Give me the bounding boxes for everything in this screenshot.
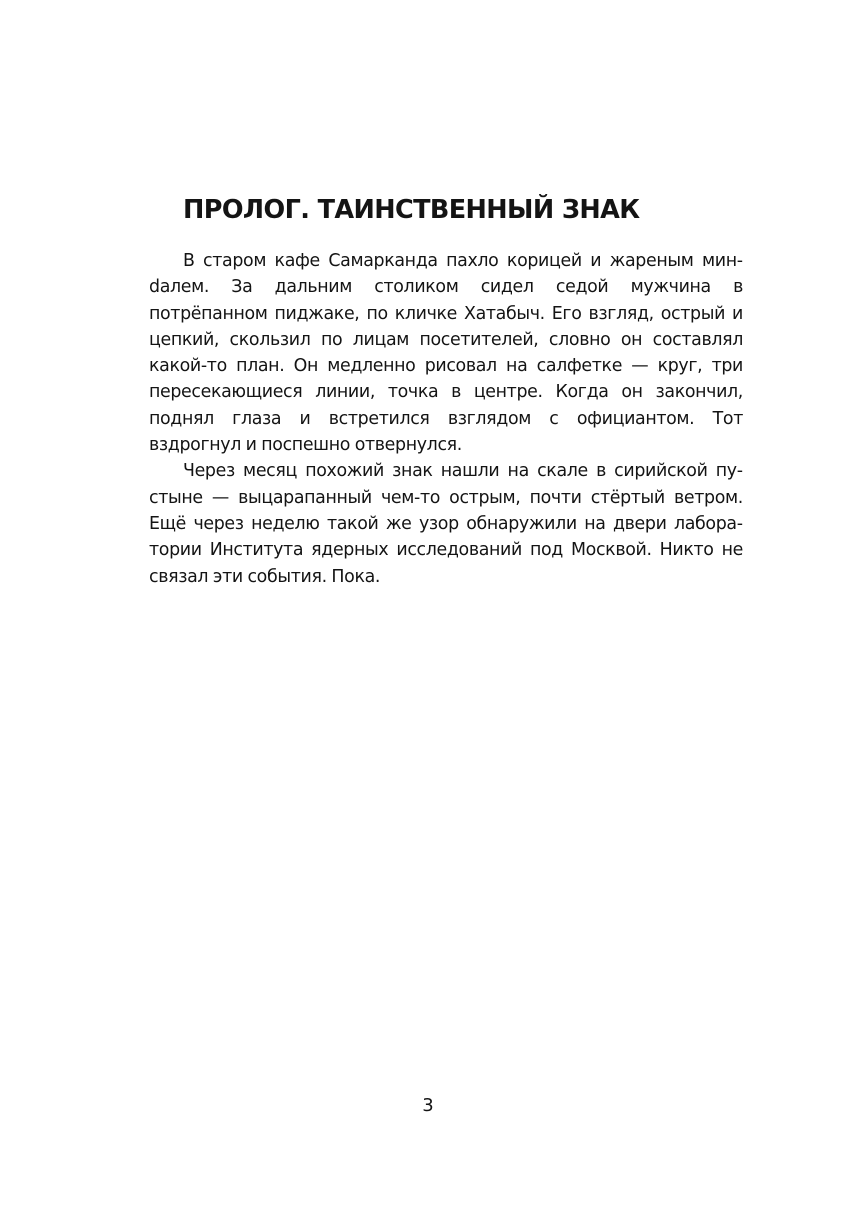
chapter-title: ПРОЛОГ. ТАИНСТВЕННЫЙ ЗНАК: [183, 195, 640, 225]
page-number: 3: [422, 1095, 434, 1116]
paragraph: Через месяц похожий знак нашли на скале в сирийской пустыне — выцарапанный чем-то острым, почти стёртый ветром. Ещё через неделю такой же узор обнаружили на двери лаборатории Института ядерных исследований под Москвой. Никто не связал эти события. Пока.: [149, 461, 743, 587]
paragraph: В старом кафе Самарканда пахло корицей и жареным минdалем. За дальним столиком сидел седой мужчина в потрёпанном пиджаке, по кличке Хатабыч. Его взгляд, острый и цепкий, скользил по лицам посетителей, словно он составлял какой-то план. Он медленно рисовал на салфетке — круг, три пересекающиеся линии, точка в центре. Когда он закончил, поднял глаза и встретился взглядом с официантом. Тот вздрогнул и поспешно отвернулся.: [149, 251, 743, 456]
chapter-body: [149, 190, 743, 590]
